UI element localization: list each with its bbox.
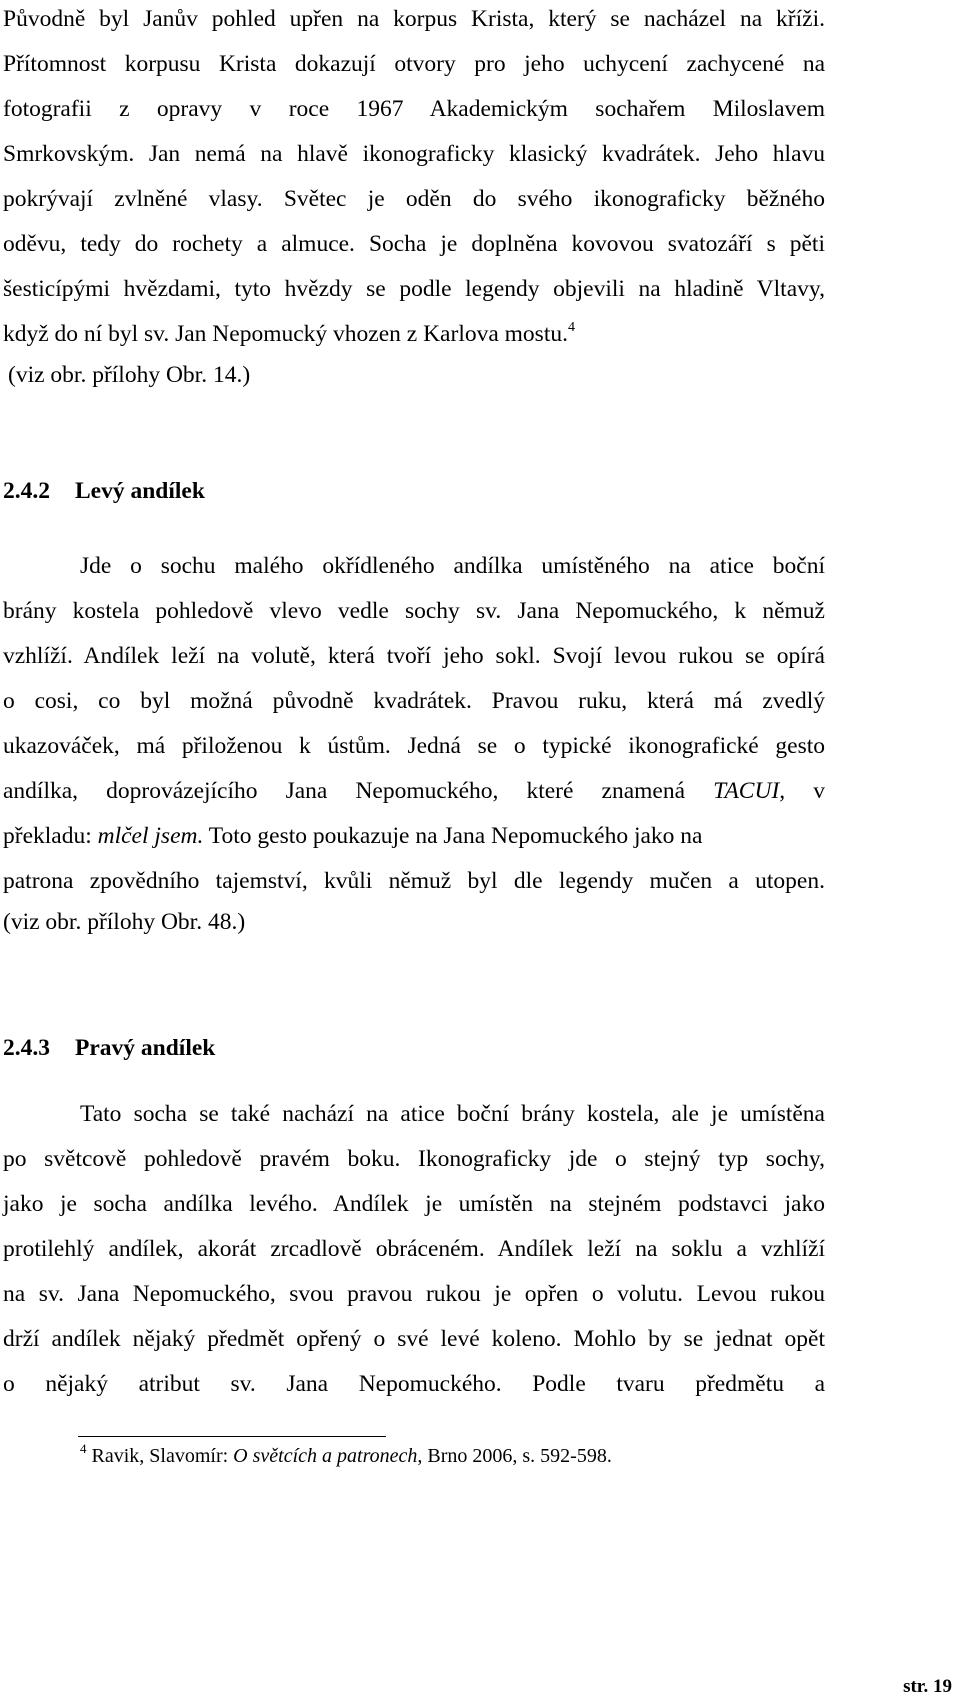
figure-reference: (viz obr. přílohy Obr. 14.) — [8, 362, 251, 388]
text-line: Smrkovským. Jan nemá na hlavě ikonograficky klasický kvadrátek. Jeho hlavu — [3, 141, 825, 167]
text-line: oděvu, tedy do rochety a almuce. Socha je doplněna kovovou svatozáří s pěti — [3, 231, 825, 257]
text-line: na sv. Jana Nepomuckého, svou pravou rukou je opřen o volutu. Levou rukou — [3, 1281, 825, 1307]
paragraph-korpus — [3, 0, 825, 393]
text-line: Přítomnost korpusu Krista dokazují otvory pro jeho uchycení zachycené na — [3, 51, 825, 77]
text-line: jako je socha andílka levého. Andílek je umístěn na stejném podstavci jako — [3, 1191, 825, 1217]
text-line: ukazováček, má přiloženou k ústům. Jedná se o typické ikonografické gesto — [3, 733, 825, 759]
text-segment: v — [813, 778, 825, 804]
footnote-separator — [78, 1436, 386, 1437]
section-number: 2.4.2 — [3, 478, 50, 504]
text-line: šesticípými hvězdami, tyto hvězdy se podle legendy objevili na hladině Vltavy, — [3, 276, 825, 302]
text-line — [3, 814, 825, 859]
text-line: o cosi, co byl možná původně kvadrátek. Pravou ruku, která má zvedlý — [3, 688, 825, 714]
paragraph-levy-andilek — [3, 544, 825, 940]
footnote-title: O světcích a patronech — [233, 1445, 418, 1467]
page-number: str. 19 — [903, 1676, 952, 1697]
paragraph-pravy-andilek — [3, 1092, 825, 1407]
text-segment: překladu: — [3, 823, 92, 849]
section-title: Levý andílek — [75, 478, 205, 504]
text-segment: andílka, doprovázejícího Jana Nepomuckého, které znamená — [3, 778, 686, 804]
figure-reference: (viz obr. přílohy Obr. 48.) — [3, 909, 246, 935]
section-number: 2.4.3 — [3, 1035, 50, 1061]
text-line: o nějaký atribut sv. Jana Nepomuckého. Podle tvaru předmětu a — [3, 1371, 825, 1397]
section-title: Pravý andílek — [75, 1035, 216, 1061]
text-line: patrona zpovědního tajemství, kvůli němuž byl dle legendy mučen a utopen. — [3, 868, 825, 894]
text-segment: Toto gesto poukazuje na Jana Nepomuckého jako na — [208, 823, 703, 849]
italic-term: TACUI, — [713, 778, 786, 804]
text-line: po světcově pohledově pravém boku. Ikonograficky jde o stejný typ sochy, — [3, 1146, 825, 1172]
footnote-author: Ravik, Slavomír: — [91, 1445, 229, 1467]
text-line: drží andílek nějaký předmět opřený o své levé koleno. Mohlo by se jednat opět — [3, 1326, 825, 1352]
text-line: brány kostela pohledově vlevo vedle sochy sv. Jana Nepomuckého, k němuž — [3, 598, 825, 624]
text-line — [3, 312, 825, 357]
text-line: pokrývají zvlněné vlasy. Světec je oděn do svého ikonograficky běžného — [3, 186, 825, 212]
footnote-number: 4 — [80, 1441, 87, 1456]
text-line: fotografii z opravy v roce 1967 Akademickým sochařem Miloslavem — [3, 96, 825, 122]
footnote — [80, 1441, 612, 1468]
text-line: Tato socha se také nachází na atice boční brány kostela, ale je umístěna — [80, 1101, 825, 1127]
text-line: Jde o sochu malého okřídleného andílka umístěného na atice boční — [80, 553, 825, 579]
footnote-reference[interactable]: 4 — [567, 320, 575, 335]
text-line-content: když do ní byl sv. Jan Nepomucký vhozen z Karlova mostu. — [3, 321, 568, 347]
text-line: protilehlý andílek, akorát zrcadlově obráceném. Andílek leží na soklu a vzhlíží — [3, 1236, 825, 1262]
text-line — [3, 769, 825, 814]
section-heading-2-4-3 — [3, 1035, 215, 1062]
section-heading-2-4-2 — [3, 478, 205, 505]
text-line: vzhlíží. Andílek leží na volutě, která tvoří jeho sokl. Svojí levou rukou se opírá — [3, 643, 825, 669]
italic-term: mlčel jsem. — [97, 823, 204, 849]
footnote-publication: , Brno 2006, s. 592-598. — [417, 1445, 612, 1467]
text-line: Původně byl Janův pohled upřen na korpus Krista, který se nacházel na kříži. — [3, 6, 825, 32]
